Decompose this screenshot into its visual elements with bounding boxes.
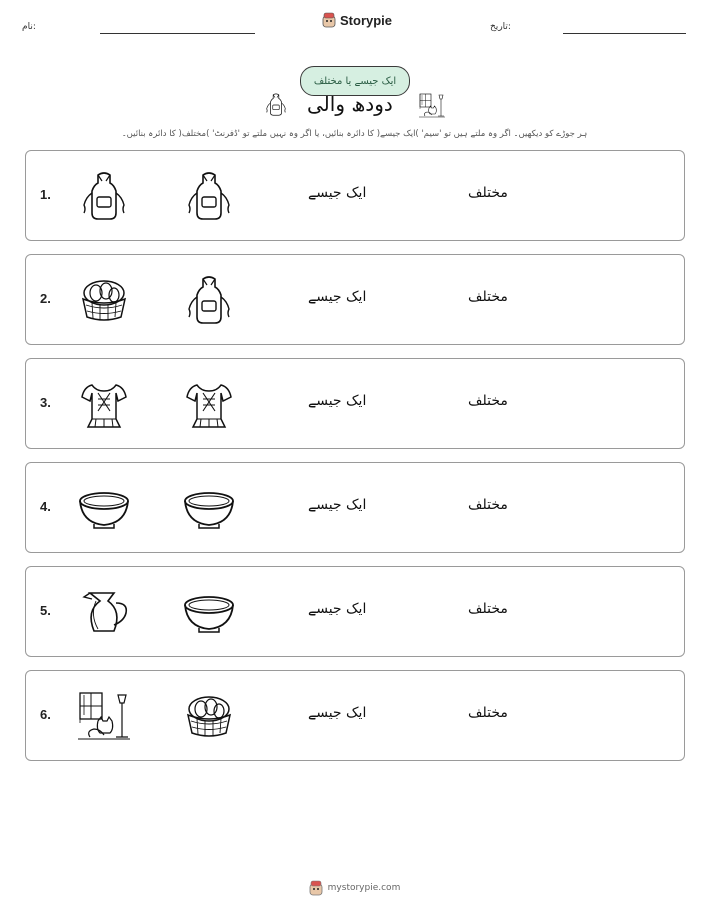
instructions: ہر جوڑے کو دیکھیں۔ اگر وہ ملتے ہیں تو 'سیم' )ایک جیسے( کا دائرہ بنائیں، یا اگر وہ نہیں ملتے تو 'ڈفرنٹ' )مختلف( کا دائرہ بنائیں۔ <box>121 129 588 139</box>
same-option[interactable]: ایک جیسے <box>308 497 367 513</box>
apron-icon <box>76 169 132 225</box>
bread-basket-icon <box>181 689 237 745</box>
brand-name: Storypie <box>340 12 393 28</box>
storypie-logo <box>322 12 392 28</box>
question-row <box>25 254 685 345</box>
apron-icon <box>181 169 237 225</box>
title-row <box>0 90 709 122</box>
question-number: 3. <box>40 395 51 410</box>
same-option[interactable]: ایک جیسے <box>308 601 367 617</box>
page-title: دودھ والی <box>307 92 393 116</box>
storypie-mascot-icon <box>322 12 336 28</box>
same-option[interactable]: ایک جیسے <box>308 393 367 409</box>
name-label: نام: <box>22 22 36 32</box>
footer <box>0 880 709 896</box>
different-option[interactable]: مختلف <box>468 705 508 721</box>
room-with-cat-icon <box>76 689 132 745</box>
question-number: 6. <box>40 707 51 722</box>
same-option[interactable]: ایک جیسے <box>308 705 367 721</box>
bowl-icon <box>76 481 132 537</box>
different-option[interactable]: مختلف <box>468 601 508 617</box>
different-option[interactable]: مختلف <box>468 289 508 305</box>
bread-basket-icon <box>76 273 132 329</box>
question-number: 4. <box>40 499 51 514</box>
bowl-icon <box>181 585 237 641</box>
apron-icon <box>263 90 289 120</box>
question-number: 5. <box>40 603 51 618</box>
question-row <box>25 462 685 553</box>
date-field-line[interactable] <box>563 33 686 34</box>
name-field-line[interactable] <box>100 33 255 34</box>
question-row <box>25 358 685 449</box>
worksheet-header <box>0 0 709 60</box>
question-row <box>25 670 685 761</box>
question-row <box>25 566 685 657</box>
storypie-mascot-icon <box>309 880 323 896</box>
question-number: 2. <box>40 291 51 306</box>
apron-icon <box>181 273 237 329</box>
date-label: تاریخ: <box>490 22 511 32</box>
different-option[interactable]: مختلف <box>468 393 508 409</box>
different-option[interactable]: مختلف <box>468 497 508 513</box>
question-row <box>25 150 685 241</box>
different-option[interactable]: مختلف <box>468 185 508 201</box>
milk-jug-icon <box>76 585 132 641</box>
question-list <box>25 150 685 774</box>
same-option[interactable]: ایک جیسے <box>308 185 367 201</box>
bodice-dress-icon <box>181 377 237 433</box>
same-option[interactable]: ایک جیسے <box>308 289 367 305</box>
worksheet-type-pill: ایک جیسے یا مختلف <box>300 66 410 96</box>
bowl-icon <box>181 481 237 537</box>
question-number: 1. <box>40 187 51 202</box>
room-with-cat-icon <box>417 92 447 120</box>
footer-url[interactable]: mystorypie.com <box>327 883 401 893</box>
bodice-dress-icon <box>76 377 132 433</box>
